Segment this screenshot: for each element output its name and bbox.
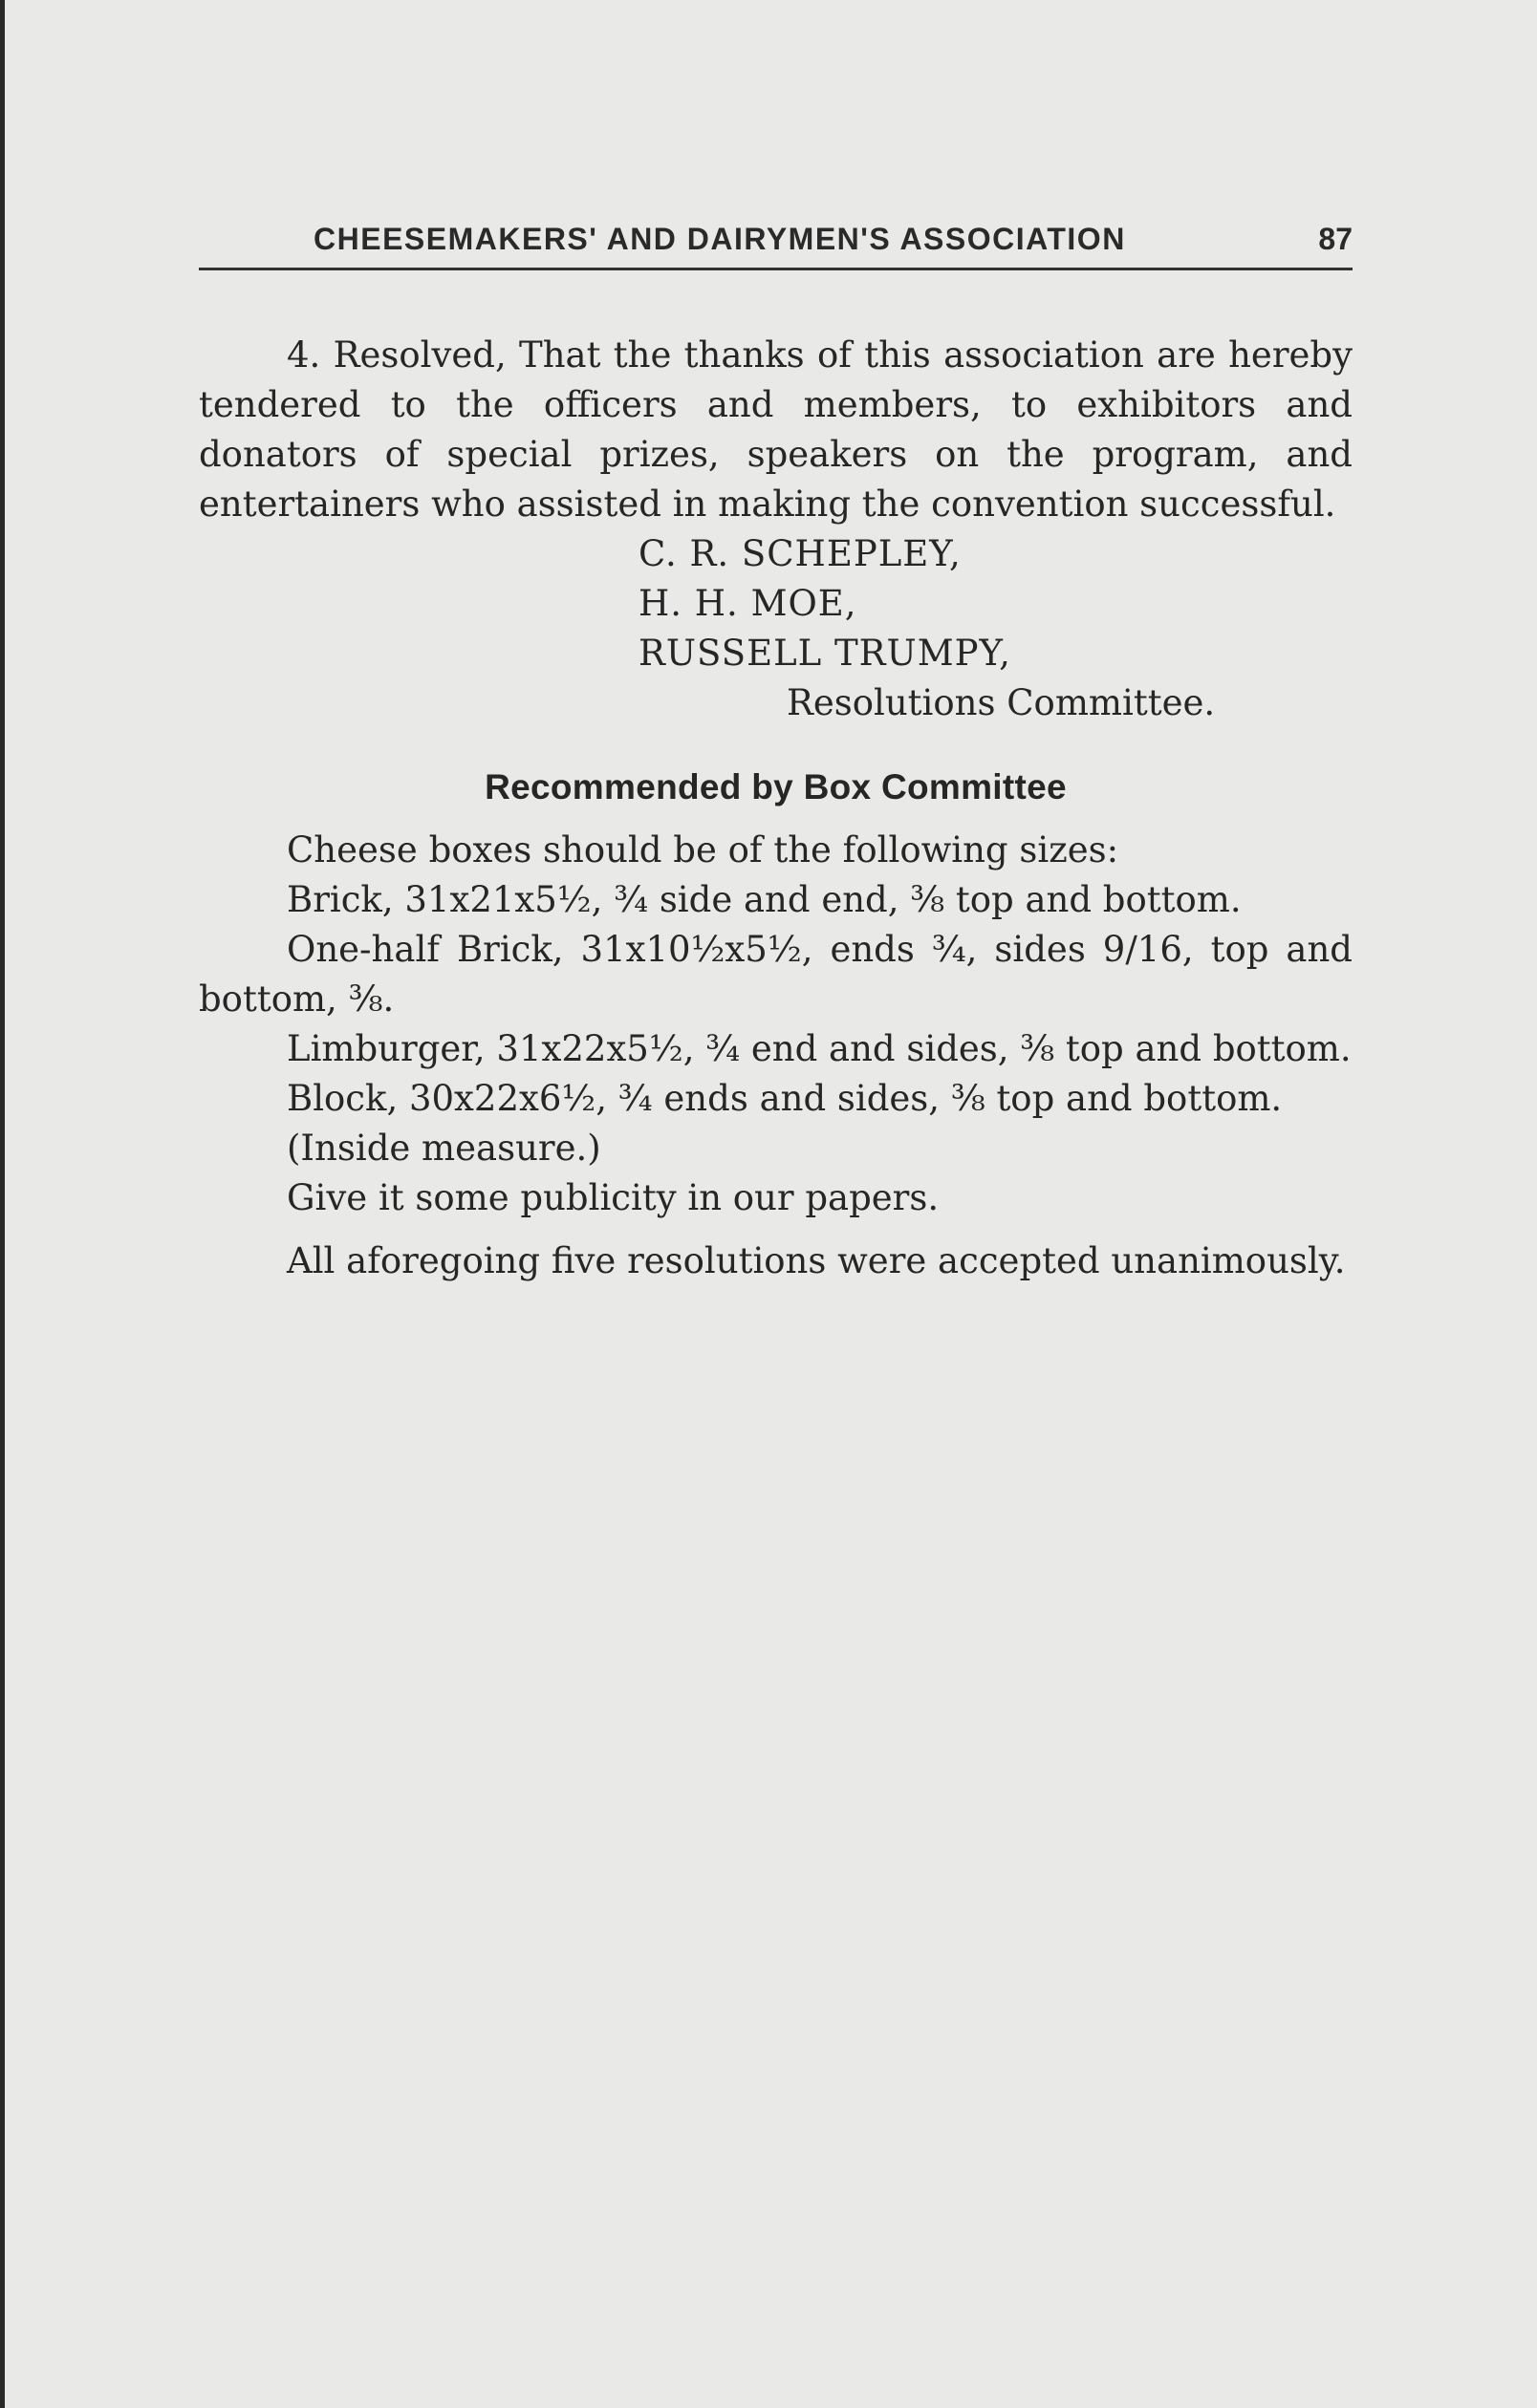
page-header [199, 222, 1353, 264]
page-binding-edge [0, 0, 5, 2408]
resolution-paragraph: 4. Resolved, That the thanks of this association are hereby tendered to the officers and members, to exhibitors and donators of special prizes, speakers on the program, and entertainers who assisted in making the convention successful. [199, 334, 1353, 525]
signature-block [639, 529, 1353, 728]
page-body [199, 331, 1353, 1286]
box-size-half-brick: One-half Brick, 31x10½x5½, ends ¾, sides 9/16, top and bottom, ⅜. [199, 929, 1353, 1020]
box-size-limburger: Limburger, 31x22x5½, ¾ end and sides, ⅜ top and bottom. [287, 1028, 1352, 1069]
signatory-2: H. H. MOE, [639, 583, 857, 624]
committee-name: Resolutions Committee. [787, 682, 1216, 723]
signatory-3: RUSSELL TRUMPY, [639, 633, 1011, 674]
page-number: 87 [1318, 222, 1353, 256]
box-size-brick: Brick, 31x21x5½, ¾ side and end, ⅜ top and bottom. [287, 879, 1242, 920]
box-size-block: Block, 30x22x6½, ¾ ends and sides, ⅜ top and bottom. [287, 1078, 1283, 1119]
publicity-line: Give it some publicity in our papers. [287, 1177, 940, 1218]
signatory-1: C. R. SCHEPLEY, [639, 533, 962, 574]
header-rule [199, 268, 1353, 270]
box-intro: Cheese boxes should be of the following sizes: [287, 829, 1119, 871]
running-head: CHEESEMAKERS' AND DAIRYMEN'S ASSOCIATION [314, 222, 1126, 256]
measure-note: (Inside measure.) [287, 1128, 601, 1169]
closing-paragraph: All aforegoing five resolutions were accepted unanimously. [287, 1240, 1346, 1281]
section-heading: Recommended by Box Committee [485, 767, 1067, 806]
